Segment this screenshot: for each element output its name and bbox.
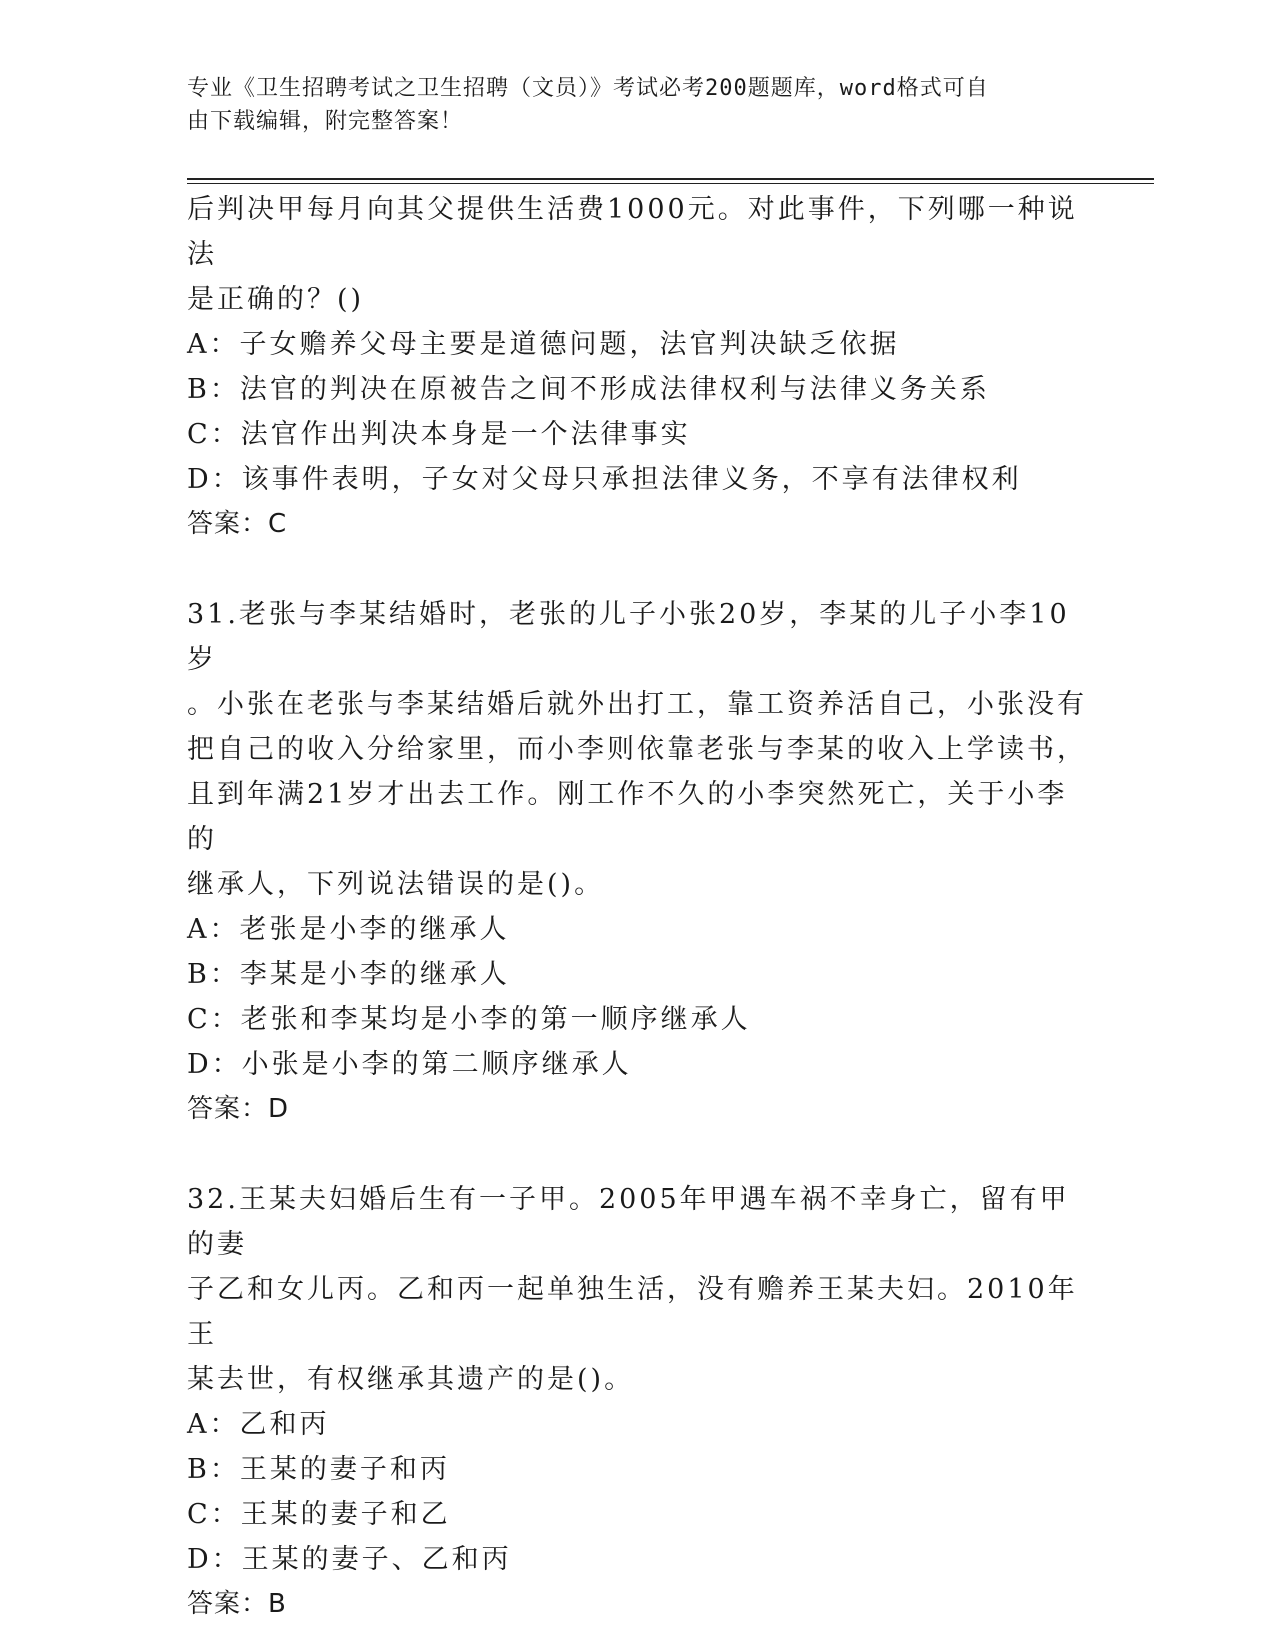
- answer-line: 答案：D: [187, 1094, 290, 1124]
- answer-line: 答案：B: [187, 1589, 287, 1619]
- option-d: D：小张是小李的第二顺序继承人: [187, 1049, 632, 1080]
- answer-line: 答案：C: [187, 509, 288, 539]
- option-c: C：王某的妻子和乙: [187, 1499, 451, 1530]
- option-d: D：王某的妻子、乙和丙: [187, 1544, 512, 1575]
- question-text-line: 且到年满21岁才出去工作。刚工作不久的小李突然死亡，关于小李的: [187, 779, 1068, 855]
- document-header: [187, 72, 1087, 138]
- header-divider-thick: [187, 178, 1154, 180]
- option-d: D：该事件表明，子女对父母只承担法律义务，不享有法律权利: [187, 464, 1022, 495]
- question-text-line: 。小张在老张与李某结婚后就外出打工，靠工资养活自己，小张没有: [187, 689, 1087, 720]
- option-a: A：老张是小李的继承人: [187, 914, 510, 945]
- question-text-line: 31.老张与李某结婚时，老张的儿子小张20岁，李某的儿子小李10岁: [187, 599, 1070, 675]
- question-text-line: 后判决甲每月向其父提供生活费1000元。对此事件，下列哪一种说法: [187, 194, 1078, 270]
- option-c: C：法官作出判决本身是一个法律事实: [187, 419, 691, 450]
- option-c: C：老张和李某均是小李的第一顺序继承人: [187, 1004, 751, 1035]
- option-b: B：王某的妻子和丙: [187, 1454, 450, 1485]
- question-text-line: 继承人，下列说法错误的是()。: [187, 869, 605, 900]
- option-b: B：李某是小李的继承人: [187, 959, 510, 990]
- question-text-line: 32.王某夫妇婚后生有一子甲。2005年甲遇车祸不幸身亡，留有甲的妻: [187, 1184, 1070, 1260]
- question-text-line: 是正确的？(): [187, 284, 365, 315]
- header-title-line-2: 由下载编辑，附完整答案！: [187, 109, 464, 134]
- question-block: [187, 592, 1087, 1132]
- question-block: [187, 1177, 1087, 1627]
- option-a: A：子女赡养父母主要是道德问题，法官判决缺乏依据: [187, 329, 900, 360]
- question-text-line: 某去世，有权继承其遗产的是()。: [187, 1364, 635, 1395]
- block-spacer: [187, 547, 1087, 592]
- question-text-line: 子乙和女儿丙。乙和丙一起单独生活，没有赡养王某夫妇。2010年王: [187, 1274, 1078, 1350]
- question-list: [187, 187, 1087, 1627]
- block-spacer: [187, 1132, 1087, 1177]
- question-text-line: 把自己的收入分给家里，而小李则依靠老张与李某的收入上学读书，: [187, 734, 1087, 765]
- option-b: B：法官的判决在原被告之间不形成法律权利与法律义务关系: [187, 374, 990, 405]
- header-divider-thin: [187, 183, 1154, 184]
- option-a: A：乙和丙: [187, 1409, 330, 1440]
- question-block: [187, 187, 1087, 547]
- header-title-line-1: 专业《卫生招聘考试之卫生招聘（文员）》考试必考200题题库，word格式可自: [187, 76, 989, 101]
